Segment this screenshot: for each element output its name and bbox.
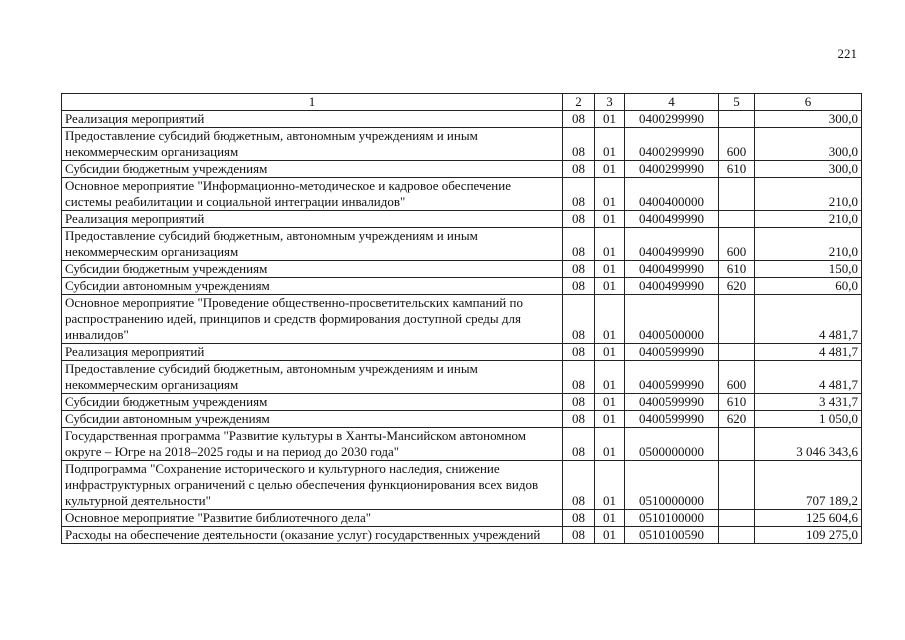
table-row (62, 394, 862, 411)
row-expense-type-cell: 600 (719, 128, 755, 161)
row-name-cell: Реализация мероприятий (62, 111, 563, 128)
row-amount-cell: 4 481,7 (755, 344, 862, 361)
row-target-article-cell: 0400299990 (625, 128, 719, 161)
row-amount-cell: 210,0 (755, 228, 862, 261)
row-expense-type-cell (719, 111, 755, 128)
table-row (62, 111, 862, 128)
column-header-4: 4 (625, 94, 719, 111)
row-section-cell: 08 (563, 278, 595, 295)
table-row (62, 510, 862, 527)
row-target-article-cell: 0400599990 (625, 344, 719, 361)
row-section-cell: 08 (563, 295, 595, 344)
row-expense-type-cell (719, 461, 755, 510)
table-row (62, 261, 862, 278)
row-subsection-cell: 01 (595, 211, 625, 228)
row-amount-cell: 150,0 (755, 261, 862, 278)
row-name-cell: Субсидии автономным учреждениям (62, 411, 563, 428)
row-expense-type-cell (719, 428, 755, 461)
table-row (62, 411, 862, 428)
row-name-cell: Основное мероприятие "Развитие библиотечного дела" (62, 510, 563, 527)
row-subsection-cell: 01 (595, 411, 625, 428)
row-section-cell: 08 (563, 361, 595, 394)
row-target-article-cell: 0510000000 (625, 461, 719, 510)
row-name-cell: Предоставление субсидий бюджетным, автономным учреждениям и иным некоммерческим организациям (62, 128, 563, 161)
row-name-cell: Субсидии бюджетным учреждениям (62, 261, 563, 278)
row-target-article-cell: 0400499990 (625, 278, 719, 295)
row-amount-cell: 1 050,0 (755, 411, 862, 428)
row-target-article-cell: 0400499990 (625, 211, 719, 228)
row-section-cell: 08 (563, 527, 595, 544)
row-target-article-cell: 0500000000 (625, 428, 719, 461)
row-subsection-cell: 01 (595, 261, 625, 278)
row-amount-cell: 3 046 343,6 (755, 428, 862, 461)
row-target-article-cell: 0400299990 (625, 111, 719, 128)
row-amount-cell: 300,0 (755, 111, 862, 128)
table-row (62, 178, 862, 211)
row-subsection-cell: 01 (595, 361, 625, 394)
row-name-cell: Подпрограмма "Сохранение исторического и культурного наследия, снижение инфраструктурных ограничений с целью обеспечения функционирования всех видов культурной деятельности" (62, 461, 563, 510)
row-expense-type-cell: 610 (719, 261, 755, 278)
row-amount-cell: 300,0 (755, 161, 862, 178)
row-section-cell: 08 (563, 394, 595, 411)
row-section-cell: 08 (563, 178, 595, 211)
row-amount-cell: 210,0 (755, 178, 862, 211)
row-target-article-cell: 0400499990 (625, 228, 719, 261)
row-name-cell: Предоставление субсидий бюджетным, автономным учреждениям и иным некоммерческим организациям (62, 361, 563, 394)
budget-table-body (62, 94, 862, 544)
row-target-article-cell: 0400499990 (625, 261, 719, 278)
row-expense-type-cell: 600 (719, 228, 755, 261)
row-name-cell: Субсидии бюджетным учреждениям (62, 394, 563, 411)
row-target-article-cell: 0400599990 (625, 361, 719, 394)
row-expense-type-cell (719, 295, 755, 344)
row-subsection-cell: 01 (595, 228, 625, 261)
row-name-cell: Реализация мероприятий (62, 211, 563, 228)
row-expense-type-cell: 620 (719, 278, 755, 295)
row-name-cell: Основное мероприятие "Проведение общественно-просветительских кампаний по распространению идей, принципов и средств формирования доступной среды для инвалидов" (62, 295, 563, 344)
row-subsection-cell: 01 (595, 394, 625, 411)
row-amount-cell: 109 275,0 (755, 527, 862, 544)
row-name-cell: Субсидии бюджетным учреждениям (62, 161, 563, 178)
row-expense-type-cell: 620 (719, 411, 755, 428)
row-amount-cell: 707 189,2 (755, 461, 862, 510)
column-header-3: 3 (595, 94, 625, 111)
row-target-article-cell: 0400500000 (625, 295, 719, 344)
row-name-cell: Реализация мероприятий (62, 344, 563, 361)
row-expense-type-cell (719, 510, 755, 527)
row-target-article-cell: 0400599990 (625, 394, 719, 411)
row-subsection-cell: 01 (595, 128, 625, 161)
row-expense-type-cell: 610 (719, 394, 755, 411)
row-section-cell: 08 (563, 128, 595, 161)
row-expense-type-cell: 600 (719, 361, 755, 394)
table-row (62, 361, 862, 394)
row-target-article-cell: 0400299990 (625, 161, 719, 178)
row-subsection-cell: 01 (595, 161, 625, 178)
table-row (62, 228, 862, 261)
table-row (62, 461, 862, 510)
row-expense-type-cell (719, 178, 755, 211)
column-header-6: 6 (755, 94, 862, 111)
row-target-article-cell: 0400400000 (625, 178, 719, 211)
row-section-cell: 08 (563, 261, 595, 278)
page-number: 221 (837, 46, 857, 61)
table-row (62, 344, 862, 361)
row-expense-type-cell: 610 (719, 161, 755, 178)
row-section-cell: 08 (563, 411, 595, 428)
row-expense-type-cell (719, 211, 755, 228)
table-row (62, 527, 862, 544)
row-section-cell: 08 (563, 510, 595, 527)
row-name-cell: Субсидии автономным учреждениям (62, 278, 563, 295)
column-header-5: 5 (719, 94, 755, 111)
table-header-row (62, 94, 862, 111)
row-amount-cell: 4 481,7 (755, 295, 862, 344)
row-subsection-cell: 01 (595, 461, 625, 510)
column-header-1: 1 (62, 94, 563, 111)
row-subsection-cell: 01 (595, 278, 625, 295)
row-amount-cell: 125 604,6 (755, 510, 862, 527)
row-section-cell: 08 (563, 161, 595, 178)
table-row (62, 128, 862, 161)
row-name-cell: Предоставление субсидий бюджетным, автономным учреждениям и иным некоммерческим организациям (62, 228, 563, 261)
row-expense-type-cell (719, 344, 755, 361)
row-section-cell: 08 (563, 228, 595, 261)
row-section-cell: 08 (563, 344, 595, 361)
row-subsection-cell: 01 (595, 344, 625, 361)
column-header-2: 2 (563, 94, 595, 111)
row-name-cell: Государственная программа "Развитие культуры в Ханты-Мансийском автономном округе – Югре на 2018–2025 годы и на период до 2030 года" (62, 428, 563, 461)
row-amount-cell: 4 481,7 (755, 361, 862, 394)
row-subsection-cell: 01 (595, 111, 625, 128)
row-subsection-cell: 01 (595, 527, 625, 544)
row-name-cell: Расходы на обеспечение деятельности (оказание услуг) государственных учреждений (62, 527, 563, 544)
row-target-article-cell: 0510100000 (625, 510, 719, 527)
table-row (62, 278, 862, 295)
row-amount-cell: 210,0 (755, 211, 862, 228)
budget-table (61, 93, 862, 544)
row-subsection-cell: 01 (595, 295, 625, 344)
table-row (62, 295, 862, 344)
row-name-cell: Основное мероприятие "Информационно-методическое и кадровое обеспечение системы реабилитации и социальной интеграции инвалидов" (62, 178, 563, 211)
row-amount-cell: 300,0 (755, 128, 862, 161)
row-section-cell: 08 (563, 211, 595, 228)
row-subsection-cell: 01 (595, 428, 625, 461)
row-expense-type-cell (719, 527, 755, 544)
row-target-article-cell: 0510100590 (625, 527, 719, 544)
row-subsection-cell: 01 (595, 510, 625, 527)
row-amount-cell: 60,0 (755, 278, 862, 295)
row-section-cell: 08 (563, 111, 595, 128)
row-amount-cell: 3 431,7 (755, 394, 862, 411)
row-section-cell: 08 (563, 461, 595, 510)
table-row (62, 211, 862, 228)
table-row (62, 161, 862, 178)
row-target-article-cell: 0400599990 (625, 411, 719, 428)
row-section-cell: 08 (563, 428, 595, 461)
table-row (62, 428, 862, 461)
row-subsection-cell: 01 (595, 178, 625, 211)
